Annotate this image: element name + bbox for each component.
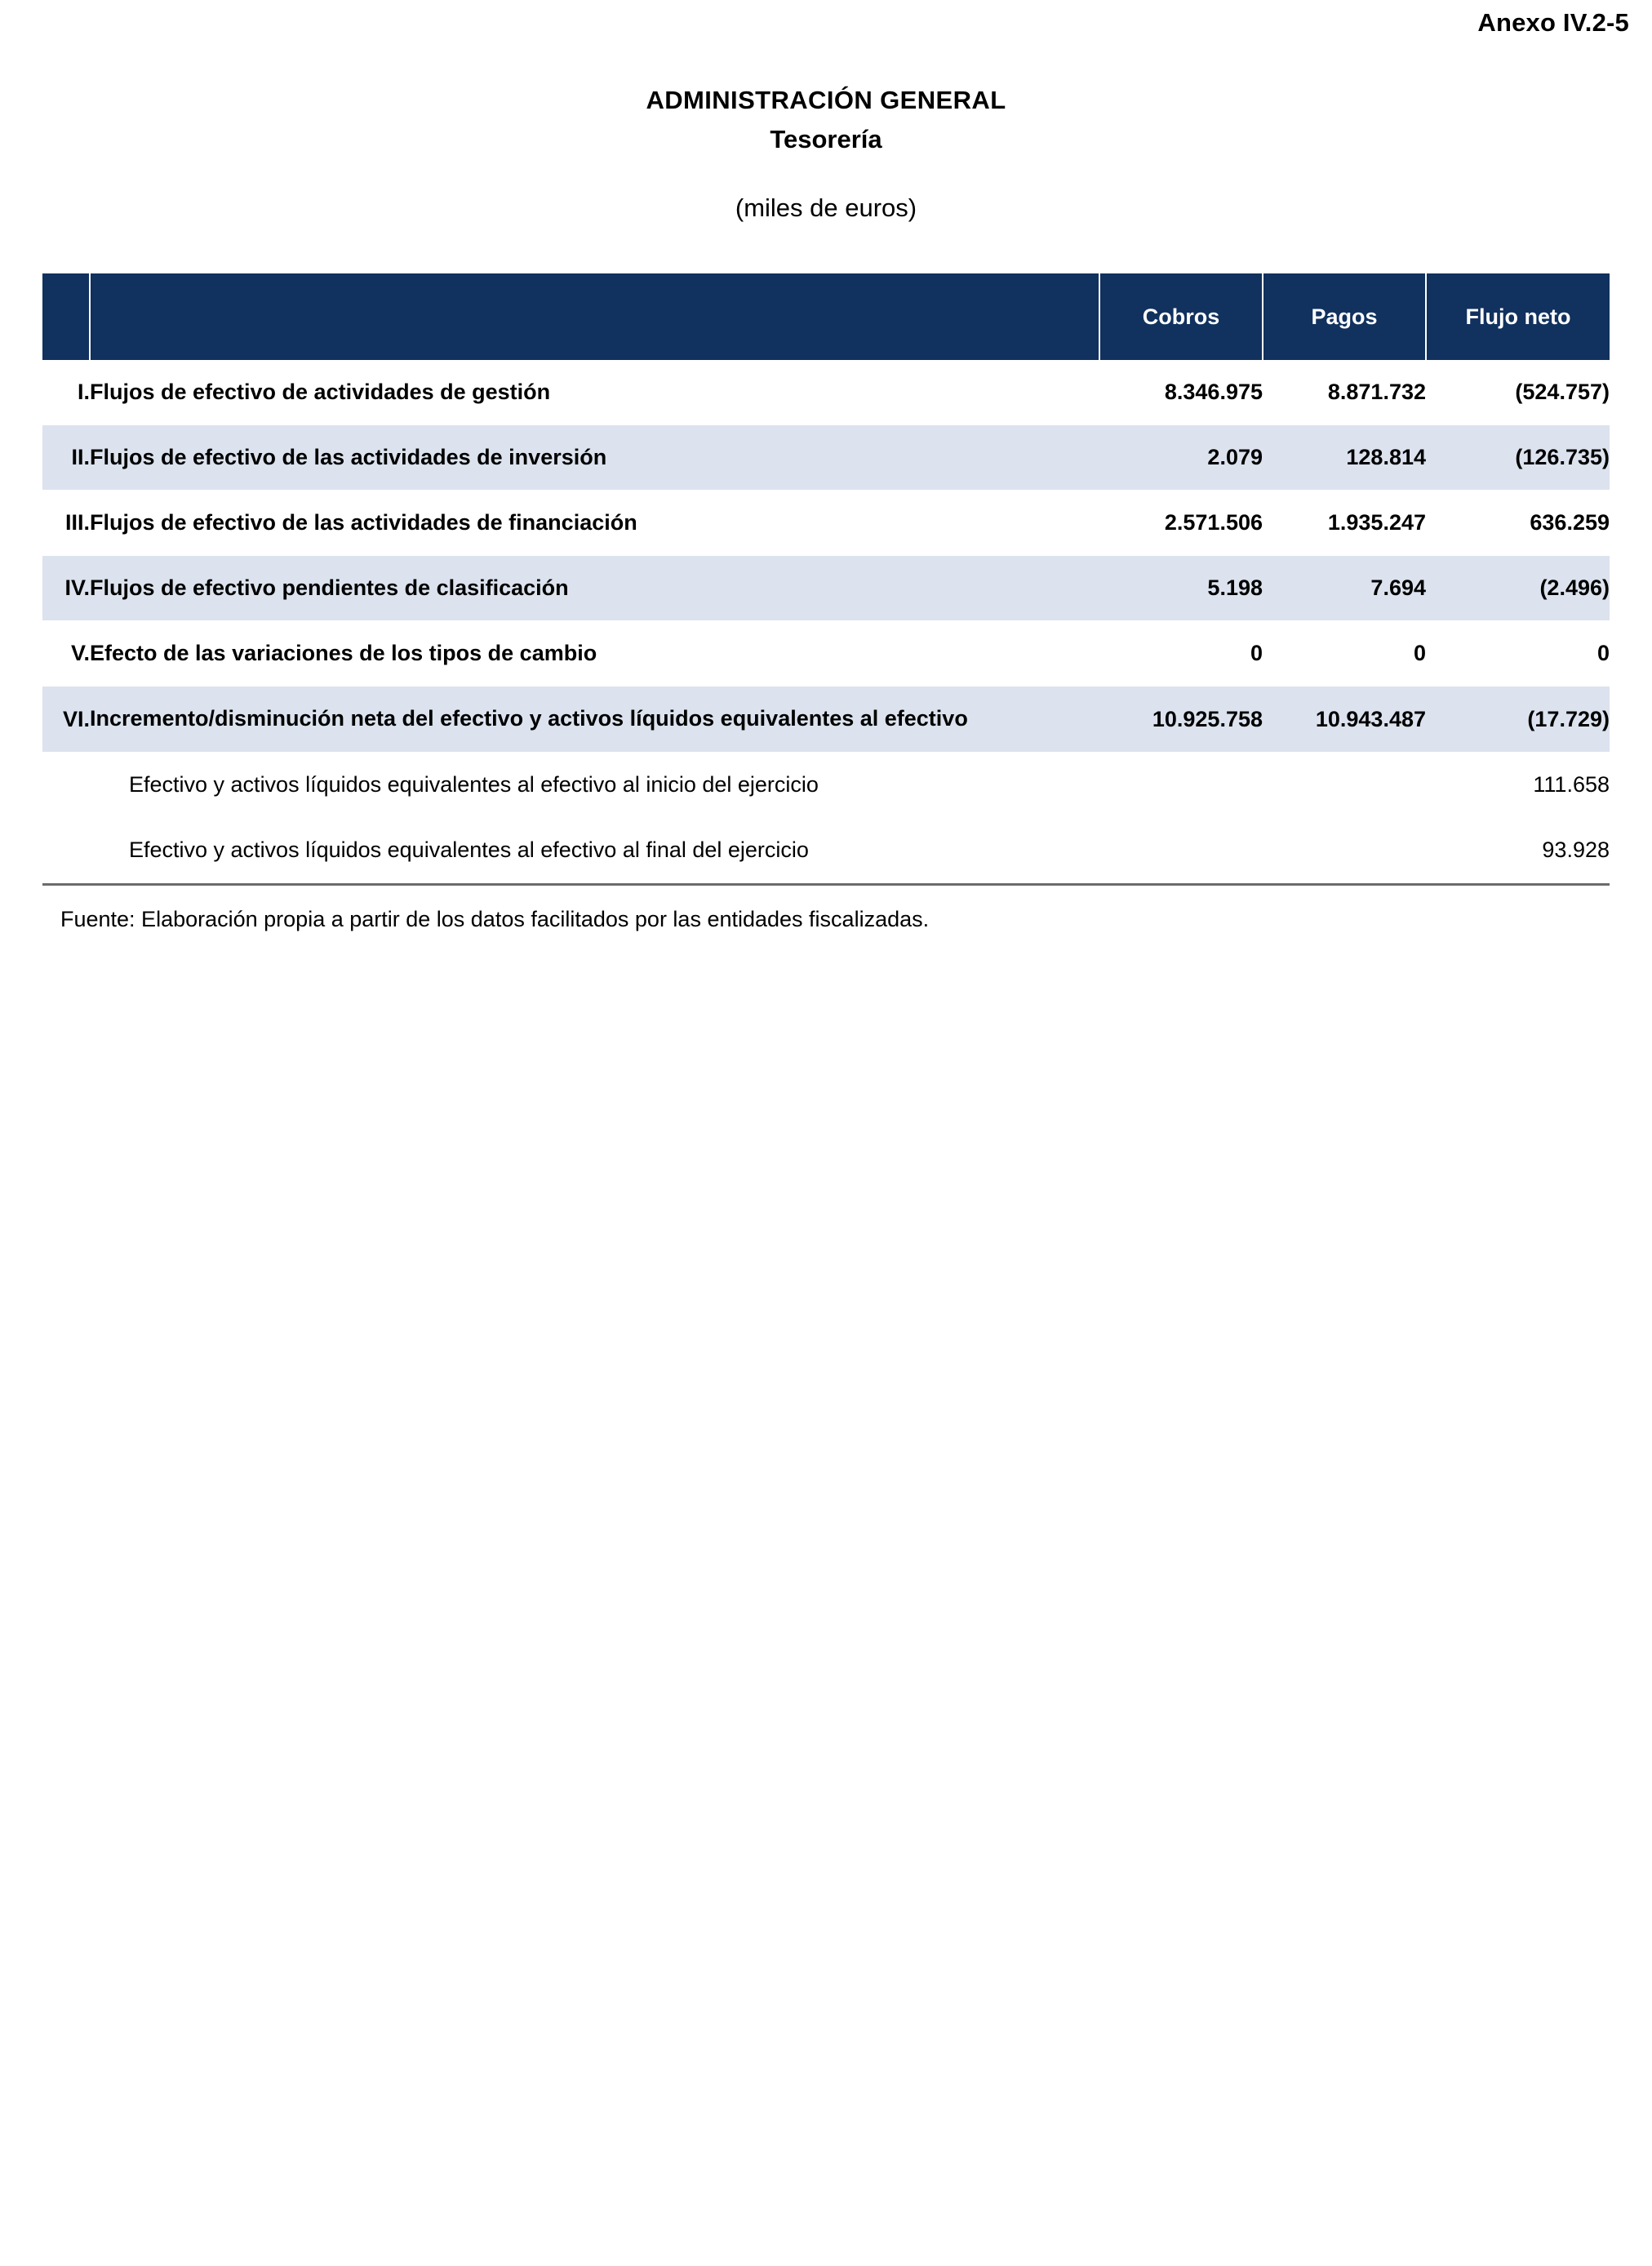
row-cobros (1099, 817, 1263, 882)
row-pagos: 0 (1263, 621, 1426, 686)
row-label: Flujos de efectivo de actividades de gestión (90, 360, 1099, 425)
document-header (0, 0, 1652, 154)
units-note: (miles de euros) (735, 193, 917, 222)
table-row (42, 752, 1610, 817)
page-title: ADMINISTRACIÓN GENERAL (646, 86, 1006, 114)
row-roman: III. (42, 491, 90, 556)
table-row (42, 360, 1610, 425)
row-pagos (1263, 817, 1426, 882)
row-pagos (1263, 752, 1426, 817)
table-row (42, 425, 1610, 491)
row-cobros: 10.925.758 (1099, 686, 1263, 752)
row-flujo-neto: 93.928 (1426, 817, 1610, 882)
page-subtitle: Tesorería (770, 125, 882, 153)
row-roman: IV. (42, 556, 90, 621)
column-header-pagos: Pagos (1263, 273, 1426, 360)
row-cobros: 5.198 (1099, 556, 1263, 621)
row-roman: II. (42, 425, 90, 491)
row-cobros: 8.346.975 (1099, 360, 1263, 425)
row-pagos: 10.943.487 (1263, 686, 1426, 752)
row-pagos: 1.935.247 (1263, 491, 1426, 556)
row-label: Efecto de las variaciones de los tipos de cambio (90, 621, 1099, 686)
row-label: Flujos de efectivo de las actividades de inversión (90, 425, 1099, 491)
table-row (42, 621, 1610, 686)
row-flujo-neto: (524.757) (1426, 360, 1610, 425)
row-roman (42, 817, 90, 882)
row-label: Efectivo y activos líquidos equivalentes al efectivo al inicio del ejercicio (90, 752, 1099, 817)
row-label: Efectivo y activos líquidos equivalentes al efectivo al final del ejercicio (90, 817, 1099, 882)
column-header-cobros: Cobros (1099, 273, 1263, 360)
row-roman (42, 752, 90, 817)
row-cobros: 2.571.506 (1099, 491, 1263, 556)
cashflow-table (42, 273, 1610, 883)
table-row (42, 817, 1610, 882)
row-cobros (1099, 752, 1263, 817)
row-pagos: 128.814 (1263, 425, 1426, 491)
column-header-flujo-neto: Flujo neto (1426, 273, 1610, 360)
column-header-concept (90, 273, 1099, 360)
row-pagos: 8.871.732 (1263, 360, 1426, 425)
row-label: Flujos de efectivo de las actividades de financiación (90, 491, 1099, 556)
row-flujo-neto: (2.496) (1426, 556, 1610, 621)
row-flujo-neto: (126.735) (1426, 425, 1610, 491)
table-row (42, 556, 1610, 621)
row-roman: VI. (42, 686, 90, 752)
source-note: Fuente: Elaboración propia a partir de los datos facilitados por las entidades fiscalizadas. (60, 906, 930, 931)
row-label: Incremento/disminución neta del efectivo y activos líquidos equivalentes al efectivo (90, 686, 1099, 752)
row-flujo-neto: 0 (1426, 621, 1610, 686)
row-flujo-neto: 111.658 (1426, 752, 1610, 817)
table-row (42, 686, 1610, 752)
row-cobros: 2.079 (1099, 425, 1263, 491)
row-flujo-neto: 636.259 (1426, 491, 1610, 556)
cashflow-table-container (0, 273, 1652, 883)
row-flujo-neto: (17.729) (1426, 686, 1610, 752)
table-body (42, 360, 1610, 882)
row-roman: V. (42, 621, 90, 686)
row-label: Flujos de efectivo pendientes de clasificación (90, 556, 1099, 621)
table-header-row (42, 273, 1610, 360)
row-cobros: 0 (1099, 621, 1263, 686)
table-head (42, 273, 1610, 360)
column-header-roman (42, 273, 90, 360)
row-pagos: 7.694 (1263, 556, 1426, 621)
row-roman: I. (42, 360, 90, 425)
table-row (42, 491, 1610, 556)
annex-label: Anexo IV.2-5 (1477, 8, 1629, 37)
